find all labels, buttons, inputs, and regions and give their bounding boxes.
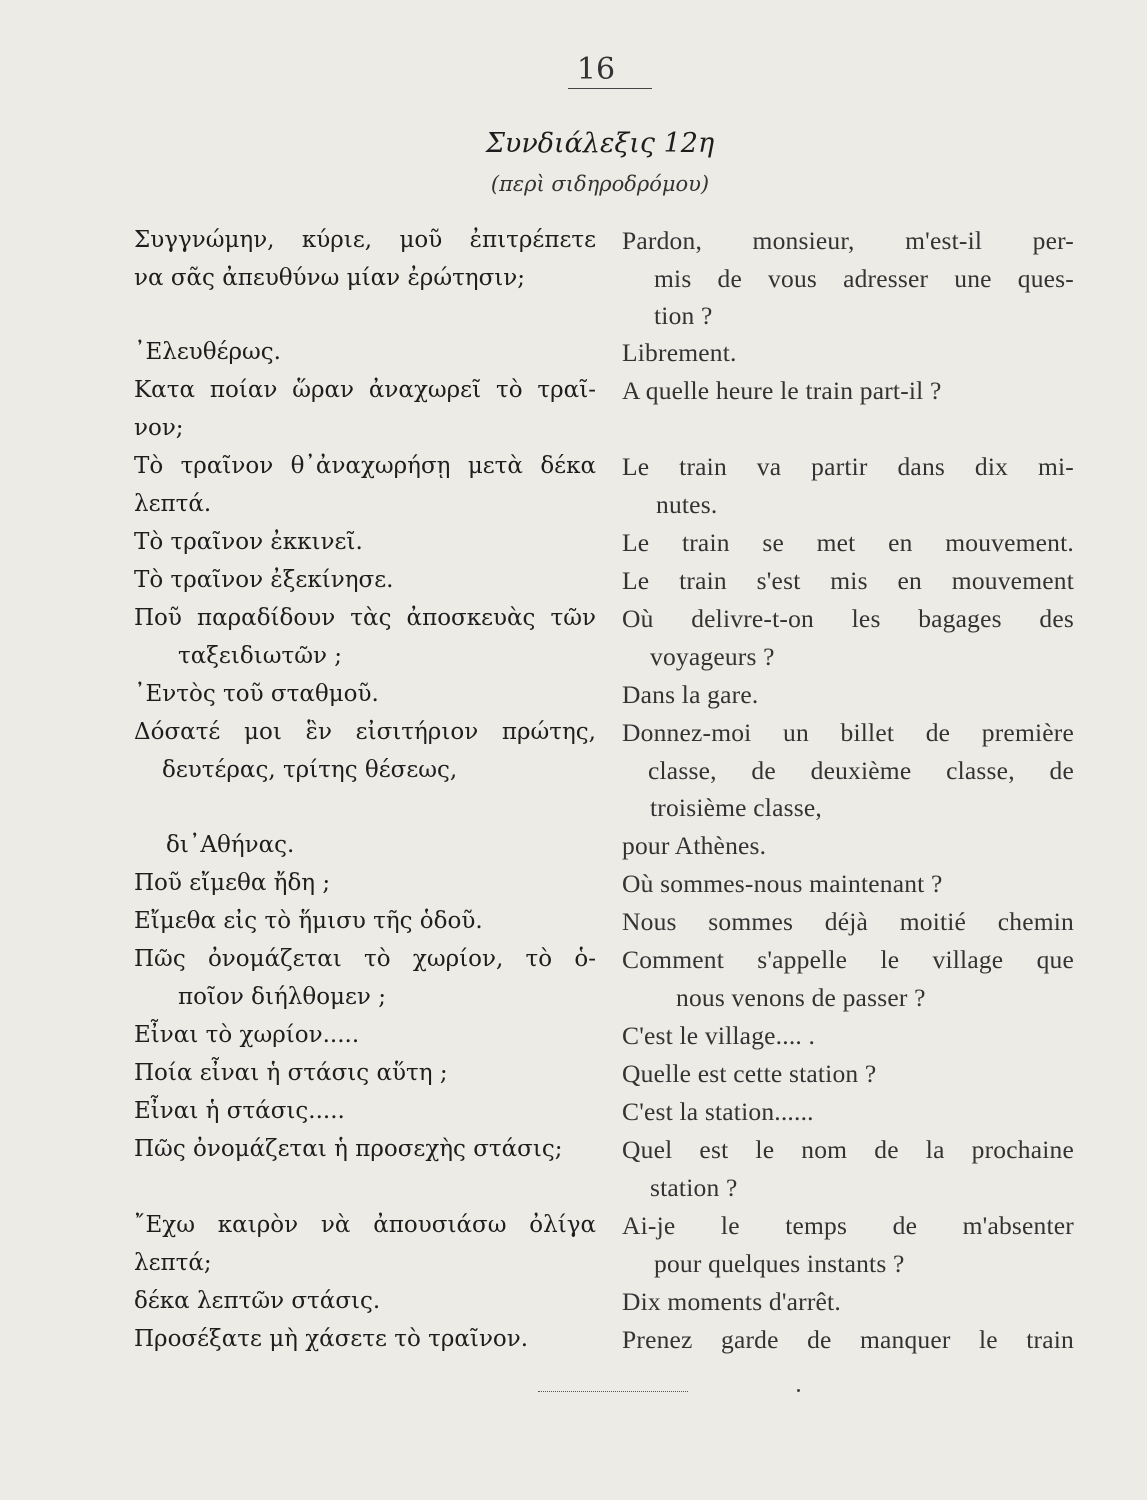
- greek-entry: [134, 1321, 596, 1359]
- french-entry: [622, 1093, 1074, 1131]
- french-entry: [622, 941, 1074, 1016]
- french-line: Où sommes-nous maintenant ?: [622, 869, 943, 898]
- greek-line: Τὸ τραῖνον θ᾿ἀναχωρήσῃ μετὰ δέκα: [134, 453, 596, 479]
- french-line: A quelle heure le train part-il ?: [622, 376, 942, 405]
- greek-entry: [134, 1283, 596, 1321]
- french-line: Où delivre-t-on les bagages des: [622, 604, 1074, 633]
- greek-entry: [134, 222, 596, 297]
- french-entry: [622, 1017, 1074, 1055]
- french-entry: [622, 562, 1074, 600]
- french-line: Quelle est cette station ?: [622, 1059, 877, 1088]
- dialogue-title: Συνδιάλεξις 12η: [485, 128, 715, 159]
- greek-entry: [134, 524, 596, 562]
- french-line: nous venons de passer ?: [676, 982, 926, 1012]
- french-entry: [622, 1131, 1074, 1206]
- greek-line: Ποία εἶναι ἡ στάσις αὕτη ;: [134, 1060, 448, 1086]
- bottom-dotted-rule: [538, 1391, 688, 1392]
- greek-entry: [134, 448, 596, 523]
- greek-line: δι᾿Αθήνας.: [166, 832, 295, 858]
- greek-entry: [134, 600, 596, 675]
- french-entry: [622, 334, 1074, 372]
- french-line: voyageurs ?: [650, 641, 775, 671]
- greek-entry: [134, 676, 596, 714]
- french-line: Le train se met en mouvement.: [622, 528, 1074, 557]
- greek-entry: [134, 1207, 596, 1282]
- greek-line: Εἴμεθα εἰς τὸ ἥμισυ τῆς ὁδοῦ.: [134, 908, 483, 934]
- french-entry: [622, 222, 1074, 335]
- greek-entry: [134, 334, 596, 372]
- greek-line: Ποῦ παραδίδουν τὰς ἀποσκευὰς τῶν: [134, 605, 596, 631]
- french-entry: [622, 372, 1074, 410]
- french-line: Nous sommes déjà moitié chemin: [622, 907, 1074, 936]
- french-entry: [622, 1207, 1074, 1282]
- greek-line: Τὸ τραῖνον ἐκκινεῖ.: [134, 529, 363, 555]
- french-entry: [622, 714, 1074, 827]
- greek-entry: [134, 1093, 596, 1131]
- greek-entry: [134, 827, 596, 865]
- french-line: Donnez-moi un billet de première: [622, 718, 1074, 747]
- french-line: pour quelques instants ?: [654, 1248, 905, 1278]
- french-line: classe, de deuxième classe, de: [648, 755, 1074, 785]
- french-entry: [622, 865, 1074, 903]
- french-entry: [622, 903, 1074, 941]
- greek-line: νον;: [134, 414, 184, 441]
- greek-entry: [134, 941, 596, 1016]
- french-line: troisième classe,: [650, 793, 822, 822]
- french-line: Pardon, monsieur, m'est-il per-: [622, 226, 1074, 255]
- french-line: pour Athènes.: [622, 831, 767, 860]
- greek-line: Πῶς ὀνομάζεται τὸ χωρίον, τὸ ὁ-: [134, 946, 596, 972]
- french-line: Dans la gare.: [622, 680, 759, 709]
- french-line: nutes.: [656, 489, 718, 519]
- greek-entry: [134, 1055, 596, 1093]
- french-line: station ?: [650, 1172, 738, 1202]
- french-line: Prenez garde de manquer le train: [622, 1325, 1074, 1354]
- greek-line: ᾿Εντὸς τοῦ σταθμοῦ.: [134, 681, 379, 707]
- greek-entry: [134, 372, 596, 447]
- french-entry: [622, 1283, 1074, 1321]
- greek-line: Πῶς ὀνομάζεται ἡ προσεχὴς στάσις;: [134, 1136, 563, 1162]
- greek-line: λεπτά.: [134, 490, 212, 517]
- french-line: mis de vous adresser une ques-: [654, 263, 1074, 293]
- french-entry: [622, 524, 1074, 562]
- greek-entry: [134, 714, 596, 789]
- greek-line: δευτέρας, τρίτης θέσεως,: [162, 756, 458, 783]
- french-line: tion ?: [654, 301, 713, 330]
- dialogue-subtitle: (περὶ σιδηροδρόμου): [490, 172, 710, 196]
- french-line: Librement.: [622, 338, 737, 367]
- greek-entry: [134, 1017, 596, 1055]
- greek-line: Κατα ποίαν ὥραν ἀναχωρεῖ τὸ τραῖ-: [134, 377, 596, 403]
- french-line: Dix moments d'arrêt.: [622, 1287, 841, 1316]
- greek-line: να σᾶς ἀπευθύνω μίαν ἐρώτησιν;: [134, 264, 526, 291]
- french-line: Le train va partir dans dix mi-: [622, 452, 1074, 481]
- page-number: 16: [576, 52, 616, 87]
- greek-line: ποῖον διήλθομεν ;: [178, 983, 386, 1010]
- greek-line: Συγγνώμην, κύριε, μοῦ ἐπιτρέπετε: [134, 227, 596, 253]
- page-number-rule: [568, 88, 652, 89]
- greek-line: Εἶναι ἡ στάσις.....: [134, 1098, 345, 1124]
- greek-entry: [134, 865, 596, 903]
- french-entry: [622, 1055, 1074, 1093]
- french-line: C'est le village.... .: [622, 1021, 816, 1050]
- greek-entry: [134, 1131, 596, 1169]
- french-line: Quel est le nom de la prochaine: [622, 1135, 1074, 1164]
- greek-entry: [134, 562, 596, 600]
- greek-entry: [134, 903, 596, 941]
- french-line: Ai-je le temps de m'absenter: [622, 1211, 1074, 1240]
- greek-line: ταξειδιωτῶν ;: [178, 642, 342, 669]
- greek-line: λεπτά;: [134, 1249, 212, 1276]
- french-entry: [622, 448, 1074, 523]
- french-entry: [622, 676, 1074, 714]
- greek-line: Ποῦ εἴμεθα ἤδη ;: [134, 870, 331, 896]
- greek-line: ῎Εχω καιρὸν νὰ ἀπουσιάσω ὀλίγα: [134, 1212, 596, 1238]
- bottom-dot: [797, 1389, 800, 1392]
- french-line: Le train s'est mis en mouvement: [622, 566, 1074, 595]
- french-entry: [622, 1321, 1074, 1359]
- french-line: Comment s'appelle le village que: [622, 945, 1074, 974]
- greek-line: Εἶναι τὸ χωρίον.....: [134, 1022, 360, 1048]
- french-entry: [622, 600, 1074, 675]
- greek-line: Τὸ τραῖνον ἐξεκίνησε.: [134, 567, 394, 593]
- greek-line: δέκα λεπτῶν στάσις.: [134, 1288, 381, 1314]
- greek-line: ᾿Ελευθέρως.: [134, 339, 281, 365]
- greek-line: Δόσατέ μοι ἓν εἰσιτήριον πρώτης,: [134, 719, 596, 745]
- french-line: C'est la station......: [622, 1097, 814, 1126]
- greek-line: Προσέξατε μὴ χάσετε τὸ τραῖνον.: [134, 1326, 529, 1352]
- french-entry: [622, 827, 1074, 865]
